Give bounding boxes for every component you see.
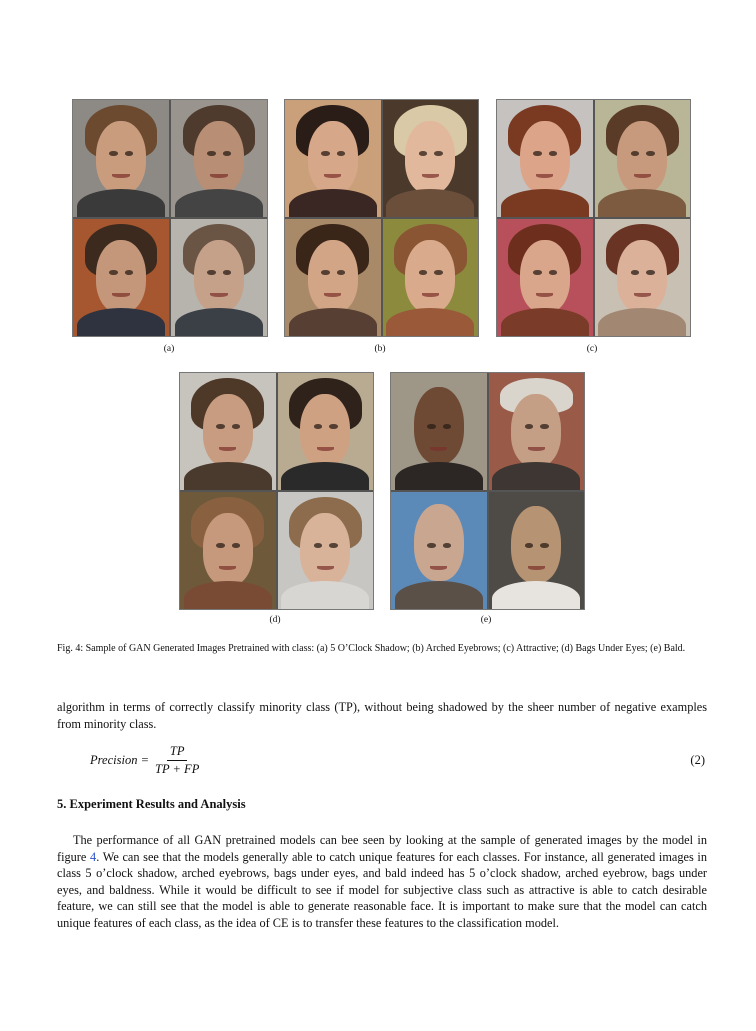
figure-panel-e	[390, 372, 585, 610]
generated-face-image	[595, 100, 691, 217]
generated-face-image	[180, 373, 276, 490]
generated-face-image	[595, 219, 691, 336]
generated-face-image	[171, 219, 267, 336]
figure-panel-b	[284, 99, 479, 337]
figure-reference-link[interactable]: 4	[90, 849, 97, 864]
paragraph-precision: algorithm in terms of correctly classify minority class (TP), without being shadowed by the sheer number of negative examples from minority class.	[57, 700, 707, 731]
generated-face-image	[171, 100, 267, 217]
generated-face-image	[497, 100, 593, 217]
figure-panel-a	[72, 99, 268, 337]
generated-face-image	[391, 492, 487, 609]
generated-face-image	[278, 492, 374, 609]
subfigure-label-d: (d)	[269, 615, 281, 625]
precision-equation	[90, 744, 199, 777]
subfigure-label-b: (b)	[374, 344, 386, 354]
paragraph-results	[57, 832, 707, 931]
generated-face-image	[285, 100, 381, 217]
figure-panel-d	[179, 372, 374, 610]
paragraph-results-text-b: . We can see that the models generally able to catch unique features for each classes. For instance, all generated images in class 5 o’clock shadow, arched eyebrows, bags under eyes, and bald indeed has 5 o’clock shadow, arched eyebrow, bags under eyes, and baldness. While it would be difficult to see if model for subjective class such as attractive is able to catch desirable feature, we can still see that the model is able to generate reasonable face. It is important to make sure that the model can catch unique features of each class, as the idea of CE is to transfer these features to the classification model.	[57, 849, 707, 930]
paragraph-results-text-a: The performance of all GAN pretrained models can bee seen by looking at the sample of generated images by the model in figure	[57, 833, 707, 864]
generated-face-image	[489, 492, 585, 609]
generated-face-image	[497, 219, 593, 336]
figure-panel-c	[496, 99, 691, 337]
figure-caption: Fig. 4: Sample of GAN Generated Images Pretrained with class: (a) 5 O’Clock Shadow; (b) Arched Eyebrows; (c) Attractive; (d) Bags Under Eyes; (e) Bald.	[57, 643, 686, 654]
generated-face-image	[73, 100, 169, 217]
subfigure-label-e: (e)	[480, 615, 492, 625]
generated-face-image	[278, 373, 374, 490]
generated-face-image	[180, 492, 276, 609]
generated-face-image	[73, 219, 169, 336]
generated-face-image	[383, 219, 479, 336]
section-heading: 5. Experiment Results and Analysis	[57, 797, 246, 811]
equation-denominator: TP + FP	[155, 762, 200, 776]
equation-lhs: Precision =	[90, 753, 150, 767]
generated-face-image	[285, 219, 381, 336]
equation-numerator: TP	[167, 744, 188, 761]
subfigure-label-c: (c)	[586, 344, 598, 354]
equation-number: (2)	[690, 753, 705, 767]
subfigure-label-a: (a)	[163, 344, 175, 354]
generated-face-image	[383, 100, 479, 217]
generated-face-image	[489, 373, 585, 490]
generated-face-image	[391, 373, 487, 490]
equation-fraction	[155, 744, 199, 777]
